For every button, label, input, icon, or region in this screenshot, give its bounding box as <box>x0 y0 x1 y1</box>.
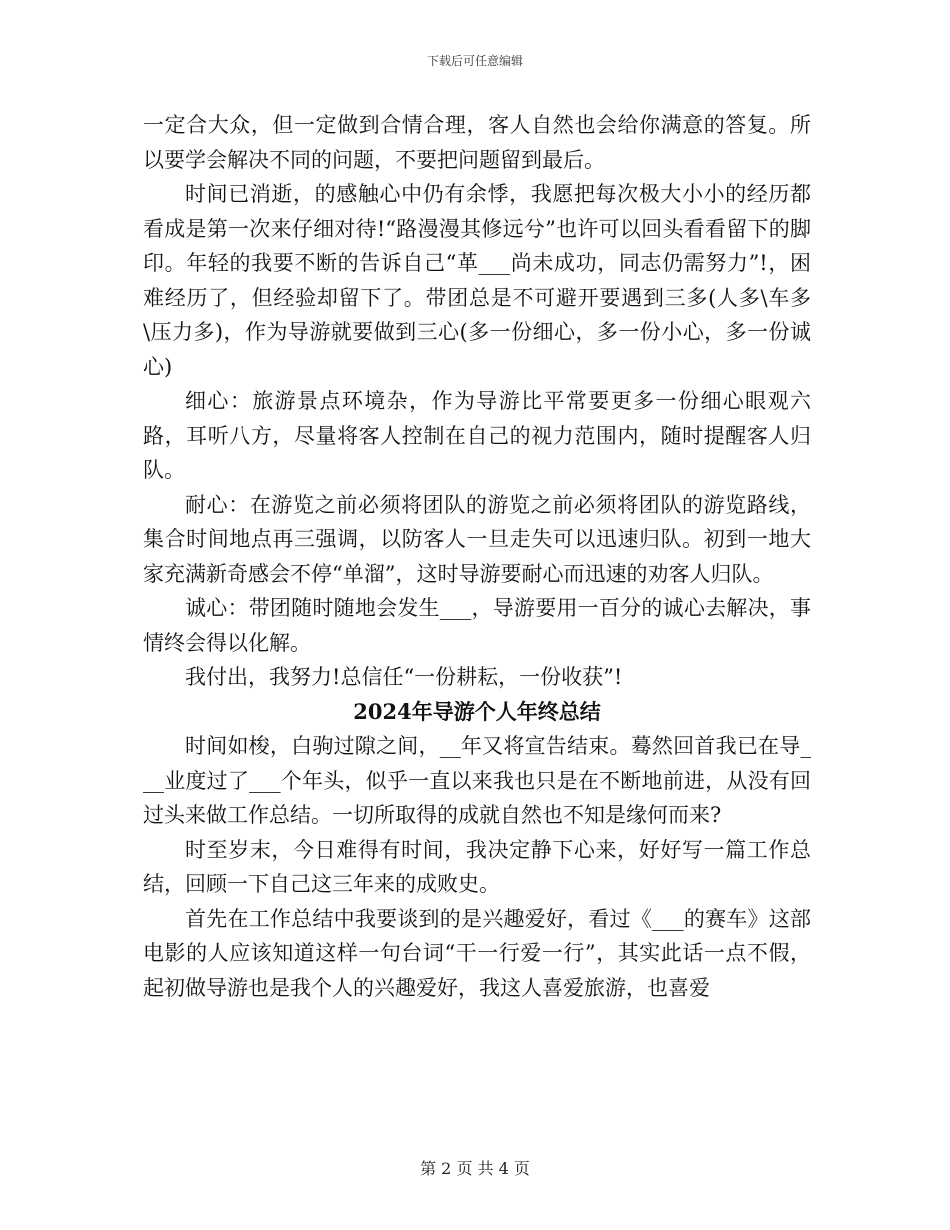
document-body <box>143 108 811 1005</box>
section-paragraph-3: 首先在工作总结中我要谈到的是兴趣爱好，看过《___的赛车》这部电影的人应该知道这样一句台词“干一行爱一行”，其实此话一点不假，起初做导游也是我个人的兴趣爱好，我这人喜爱旅游，也喜爱 <box>143 906 811 1000</box>
page-number: 第 2 页 共 4 页 <box>420 1159 530 1178</box>
paragraph-4: 耐心：在游览之前必须将团队的游览之前必须将团队的游览路线，集合时间地点再三强调，以防客人一旦走失可以迅速归队。初到一地大家充满新奇感会不停“单溜”，这时导游要耐心而迅速的劝客人归队。 <box>143 492 811 586</box>
page-header-note: 下载后可任意编辑 <box>426 54 523 68</box>
paragraph-5: 诚心：带团随时随地会发生___，导游要用一百分的诚心去解决，事情终会得以化解。 <box>143 596 811 655</box>
section-paragraph-2: 时至岁末，今日难得有时间，我决定静下心来，好好写一篇工作总结，回顾一下自己这三年来的成败史。 <box>143 837 811 896</box>
section-title: 2024年导游个人年终总结 <box>353 698 601 724</box>
paragraph-1: 一定合大众，但一定做到合情合理，客人自然也会给你满意的答复。所以要学会解决不同的问题，不要把问题留到最后。 <box>143 113 811 172</box>
section-paragraph-1: 时间如梭，白驹过隙之间，__年又将宣告结束。蓦然回首我已在导___业度过了___个年头，似乎一直以来我也只是在不断地前进，从没有回过头来做工作总结。一切所取得的成就自然也不知是缘何而来? <box>143 734 811 827</box>
paragraph-2: 时间已消逝，的感触心中仍有余悸，我愿把每次极大小小的经历都看成是第一次来仔细对待!“路漫漫其修远兮”也许可以回头看看留下的脚印。年轻的我要不断的告诉自己“革___尚未成功，同志仍需努力”!，困难经历了，但经验却留下了。带团总是不可避开要遇到三多(人多\车多\压力多)，作为导游就要做到三心(多一份细心，多一份小心，多一份诚心) <box>143 182 811 379</box>
paragraph-6: 我付出，我努力!总信任“一份耕耘，一份收获”! <box>185 665 623 689</box>
paragraph-3: 细心：旅游景点环境杂，作为导游比平常要更多一份细心眼观六路，耳听八方，尽量将客人控制在自己的视力范围内，随时提醒客人归队。 <box>143 389 811 482</box>
